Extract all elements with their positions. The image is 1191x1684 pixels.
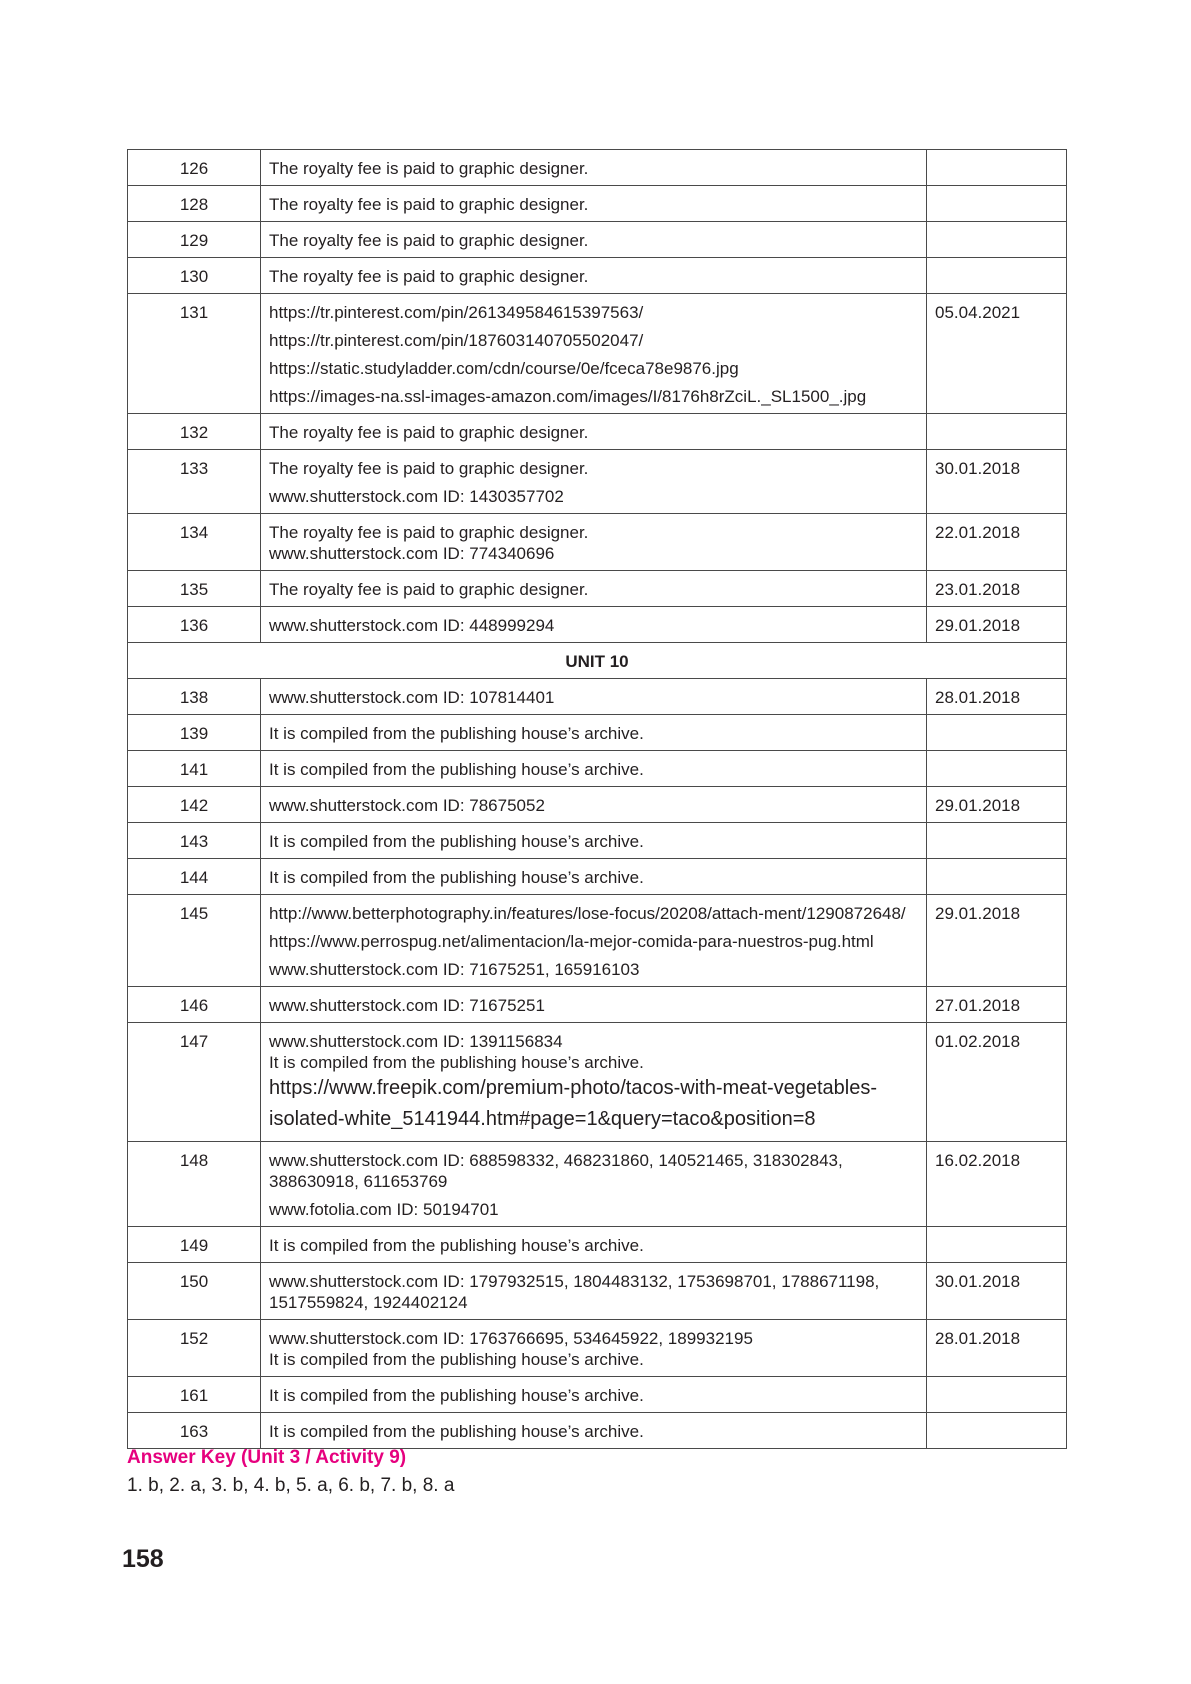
source-cell — [261, 715, 927, 751]
source-line: The royalty fee is paid to graphic designer. — [269, 231, 589, 250]
date-cell — [927, 1413, 1067, 1449]
table-row — [128, 450, 1067, 514]
table-row — [128, 1227, 1067, 1263]
table-row — [128, 1377, 1067, 1413]
source-cell — [261, 1377, 927, 1413]
source-cell — [261, 859, 927, 895]
source-line: www.shutterstock.com ID: 71675251 — [269, 996, 545, 1015]
date-cell — [927, 1377, 1067, 1413]
table-row — [128, 1320, 1067, 1377]
page-number-cell: 135 — [128, 571, 261, 607]
page-number-cell: 136 — [128, 607, 261, 643]
source-cell — [261, 987, 927, 1023]
table-row — [128, 186, 1067, 222]
date-cell — [927, 751, 1067, 787]
unit-heading: UNIT 10 — [128, 643, 1067, 679]
source-cell — [261, 294, 927, 414]
source-cell — [261, 679, 927, 715]
table-row — [128, 294, 1067, 414]
page-number-cell: 134 — [128, 514, 261, 571]
source-line: It is compiled from the publishing house’s archive. — [269, 1350, 644, 1369]
source-cell — [261, 1320, 927, 1377]
table-row — [128, 1413, 1067, 1449]
page-number-cell: 132 — [128, 414, 261, 450]
source-cell — [261, 895, 927, 987]
source-line: It is compiled from the publishing house’s archive. — [269, 1422, 644, 1441]
date-cell — [927, 222, 1067, 258]
table-row — [128, 414, 1067, 450]
date-cell: 16.02.2018 — [927, 1142, 1067, 1227]
source-line: www.shutterstock.com ID: 774340696 — [269, 544, 555, 563]
page-number-cell: 163 — [128, 1413, 261, 1449]
date-cell — [927, 1227, 1067, 1263]
table-row — [128, 1263, 1067, 1320]
table-row — [128, 895, 1067, 987]
table-row — [128, 1023, 1067, 1142]
date-cell: 29.01.2018 — [927, 895, 1067, 987]
source-line: The royalty fee is paid to graphic designer. — [269, 267, 589, 286]
page-number-cell: 133 — [128, 450, 261, 514]
date-cell — [927, 823, 1067, 859]
source-cell — [261, 222, 927, 258]
source-line: The royalty fee is paid to graphic designer. — [269, 159, 589, 178]
source-line: www.shutterstock.com ID: 1430357702 — [269, 487, 564, 506]
table-row — [128, 150, 1067, 186]
page-number-cell: 144 — [128, 859, 261, 895]
date-cell — [927, 258, 1067, 294]
source-cell — [261, 514, 927, 571]
source-line: The royalty fee is paid to graphic designer. — [269, 580, 589, 599]
source-line: It is compiled from the publishing house’s archive. — [269, 1053, 644, 1072]
page-number-cell: 148 — [128, 1142, 261, 1227]
page-number-cell: 126 — [128, 150, 261, 186]
source-cell — [261, 571, 927, 607]
page-number-cell: 161 — [128, 1377, 261, 1413]
source-cell — [261, 414, 927, 450]
source-cell — [261, 1263, 927, 1320]
date-cell: 01.02.2018 — [927, 1023, 1067, 1142]
page-number-cell: 131 — [128, 294, 261, 414]
date-cell — [927, 150, 1067, 186]
page-number-cell: 141 — [128, 751, 261, 787]
source-cell — [261, 1142, 927, 1227]
source-line: www.shutterstock.com ID: 448999294 — [269, 616, 555, 635]
source-line: https://static.studyladder.com/cdn/course/0e/fceca78e9876.jpg — [269, 359, 739, 378]
page-number-cell: 138 — [128, 679, 261, 715]
source-line: It is compiled from the publishing house’s archive. — [269, 1386, 644, 1405]
table-row — [128, 715, 1067, 751]
page-number-cell: 145 — [128, 895, 261, 987]
date-cell: 30.01.2018 — [927, 1263, 1067, 1320]
source-line: http://www.betterphotography.in/features/lose-focus/20208/attach-ment/1290872648/ — [269, 904, 906, 923]
source-cell — [261, 787, 927, 823]
date-cell — [927, 186, 1067, 222]
date-cell: 30.01.2018 — [927, 450, 1067, 514]
source-line: It is compiled from the publishing house’s archive. — [269, 760, 644, 779]
table-row — [128, 607, 1067, 643]
source-cell — [261, 186, 927, 222]
date-cell: 28.01.2018 — [927, 679, 1067, 715]
page-number-cell: 147 — [128, 1023, 261, 1142]
table-row — [128, 222, 1067, 258]
table-row — [128, 258, 1067, 294]
page-number-cell: 139 — [128, 715, 261, 751]
table-row — [128, 787, 1067, 823]
source-line: The royalty fee is paid to graphic designer. — [269, 195, 589, 214]
answer-key-title: Answer Key (Unit 3 / Activity 9) — [127, 1447, 407, 1468]
page-number-cell: 129 — [128, 222, 261, 258]
source-line: https://tr.pinterest.com/pin/187603140705502047/ — [269, 331, 644, 350]
source-line: It is compiled from the publishing house’s archive. — [269, 1236, 644, 1255]
source-line: www.shutterstock.com ID: 107814401 — [269, 688, 555, 707]
source-cell — [261, 450, 927, 514]
source-cell — [261, 823, 927, 859]
table-row — [128, 679, 1067, 715]
source-cell — [261, 1227, 927, 1263]
table-row — [128, 859, 1067, 895]
sources-table — [127, 149, 1067, 1449]
answer-key-text: 1. b, 2. a, 3. b, 4. b, 5. a, 6. b, 7. b, 8. a — [127, 1475, 455, 1496]
source-line: The royalty fee is paid to graphic designer. — [269, 523, 589, 542]
page-number-cell: 150 — [128, 1263, 261, 1320]
date-cell: 22.01.2018 — [927, 514, 1067, 571]
source-cell — [261, 607, 927, 643]
source-line: www.shutterstock.com ID: 71675251, 165916103 — [269, 960, 640, 979]
table-row — [128, 823, 1067, 859]
source-line: https://www.perrospug.net/alimentacion/la-mejor-comida-para-nuestros-pug.html — [269, 932, 874, 951]
page-number-cell: 130 — [128, 258, 261, 294]
date-cell: 28.01.2018 — [927, 1320, 1067, 1377]
page-number-cell: 142 — [128, 787, 261, 823]
source-line: https://images-na.ssl-images-amazon.com/images/I/8176h8rZciL._SL1500_.jpg — [269, 387, 867, 406]
date-cell: 27.01.2018 — [927, 987, 1067, 1023]
source-line: It is compiled from the publishing house’s archive. — [269, 868, 644, 887]
table-row — [128, 751, 1067, 787]
source-line: The royalty fee is paid to graphic designer. — [269, 423, 589, 442]
source-line: www.shutterstock.com ID: 78675052 — [269, 796, 545, 815]
date-cell: 05.04.2021 — [927, 294, 1067, 414]
source-cell — [261, 1023, 927, 1142]
source-line: https://www.freepik.com/premium-photo/tacos-with-meat-vegetables-isolated-white_5141944.htm#page=1&query=taco&position=8 — [269, 1077, 878, 1130]
source-line: It is compiled from the publishing house’s archive. — [269, 724, 644, 743]
source-cell — [261, 258, 927, 294]
page-number-cell: 143 — [128, 823, 261, 859]
date-cell: 29.01.2018 — [927, 787, 1067, 823]
table-row — [128, 1142, 1067, 1227]
date-cell — [927, 414, 1067, 450]
source-line: The royalty fee is paid to graphic designer. — [269, 459, 589, 478]
date-cell — [927, 715, 1067, 751]
date-cell: 29.01.2018 — [927, 607, 1067, 643]
table-row — [128, 514, 1067, 571]
source-line: www.fotolia.com ID: 50194701 — [269, 1200, 499, 1219]
page-number: 158 — [122, 1545, 164, 1573]
source-cell — [261, 751, 927, 787]
source-cell — [261, 150, 927, 186]
source-line: www.shutterstock.com ID: 1763766695, 534645922, 189932195 — [269, 1329, 753, 1348]
unit-header-row — [128, 643, 1067, 679]
table-row — [128, 987, 1067, 1023]
source-line: https://tr.pinterest.com/pin/261349584615397563/ — [269, 303, 644, 322]
source-line: www.shutterstock.com ID: 1797932515, 1804483132, 1753698701, 1788671198, 1517559824, 1924402124 — [269, 1272, 880, 1312]
page-number-cell: 149 — [128, 1227, 261, 1263]
date-cell — [927, 859, 1067, 895]
date-cell: 23.01.2018 — [927, 571, 1067, 607]
page-number-cell: 128 — [128, 186, 261, 222]
table-row — [128, 571, 1067, 607]
source-line: www.shutterstock.com ID: 1391156834 — [269, 1032, 563, 1051]
source-line: www.shutterstock.com ID: 688598332, 468231860, 140521465, 318302843, 388630918, 611653769 — [269, 1151, 843, 1191]
source-line: It is compiled from the publishing house’s archive. — [269, 832, 644, 851]
page-number-cell: 152 — [128, 1320, 261, 1377]
source-cell — [261, 1413, 927, 1449]
page-number-cell: 146 — [128, 987, 261, 1023]
